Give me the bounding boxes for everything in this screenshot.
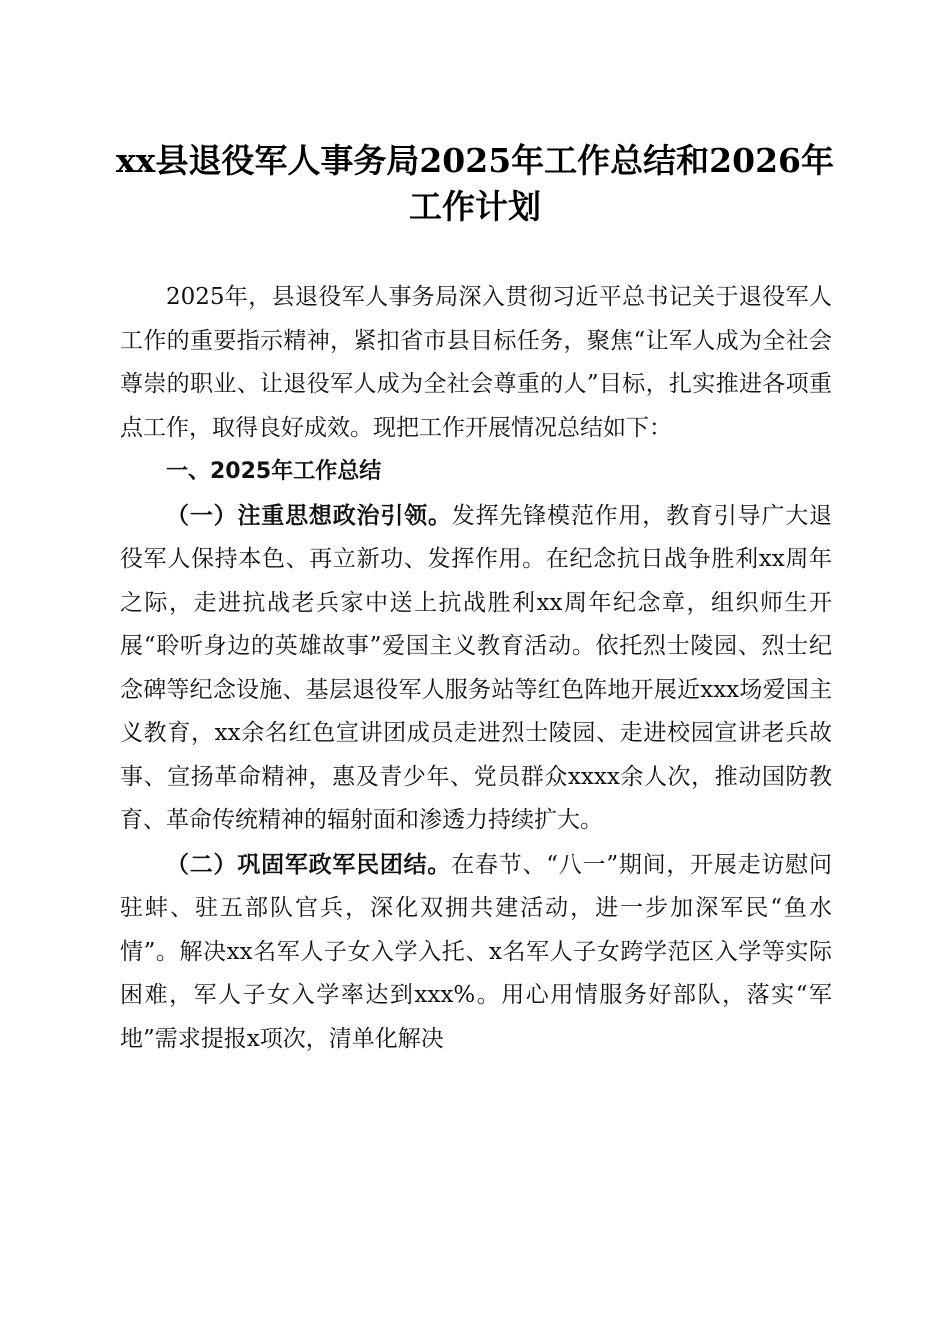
document-body (120, 276, 832, 1061)
document-title: xx县退役军人事务局2025年工作总结和2026年工作计划 (115, 141, 835, 226)
paragraph-lead-1: （一）注重思想政治引领。 (166, 501, 452, 529)
section-heading: 一、2025年工作总结 (166, 459, 382, 484)
section-paragraph-1 (120, 494, 832, 843)
section-paragraph-2 (120, 843, 832, 1062)
paragraph-lead-2: （二）巩固军政军民团结。 (166, 850, 452, 878)
paragraph-text-2: 在春节、“八一”期间，开展走访慰问驻蚌、驻五部队官兵，深化双拥共建活动，进一步加深军民“鱼水情”。解决xx名军人子女入学入托、x名军人子女跨学范区入学等实际困难，军人子女入学率达到xxx%。用心用情服务好部队，落实“军地”需求提报x项次，清单化解决 (120, 851, 832, 1052)
paragraph-text-1: 发挥先锋模范作用，教育引导广大退役军人保持本色、再立新功、发挥作用。在纪念抗日战争胜利xx周年之际，走进抗战老兵家中送上抗战胜利xx周年纪念章，组织师生开展“聆听身边的英雄故事”爱国主义教育活动。依托烈士陵园、烈士纪念碑等纪念设施、基层退役军人服务站等红色阵地开展近xxx场爱国主义教育，xx余名红色宣讲团成员走进烈士陵园、走进校园宣讲老兵故事、宣扬革命精神，惠及青少年、党员群众xxxx余人次，推动国防教育、革命传统精神的辐射面和渗透力持续扩大。 (120, 502, 833, 833)
intro-paragraph: 2025年，县退役军人事务局深入贯彻习近平总书记关于退役军人工作的重要指示精神，紧扣省市县目标任务，聚焦“让军人成为全社会尊崇的职业、让退役军人成为全社会尊重的人”目标，扎实推进各项重点工作，取得良好成效。现把工作开展情况总结如下： (120, 284, 832, 441)
